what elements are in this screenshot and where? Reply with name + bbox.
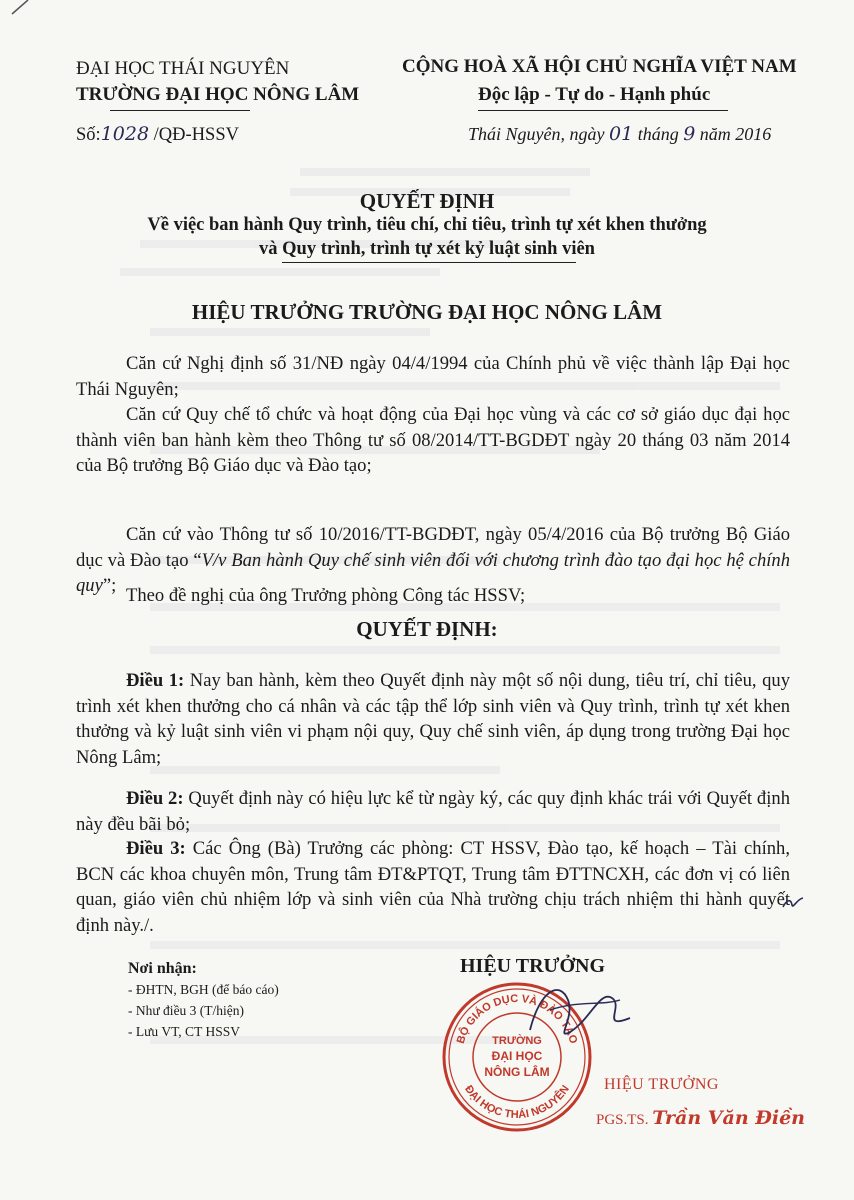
article-2 xyxy=(76,786,790,837)
doc-no-prefix: Số: xyxy=(76,125,101,145)
preamble-basis-2: Căn cứ Quy chế tổ chức và hoạt động của Đại học vùng và các cơ sở giáo dục đại học thành viên ban hành kèm theo Thông tư số 08/2014/TT-BGDĐT ngày 20 tháng 03 năm 2014 của Bộ trưởng Bộ Giáo dục và Đào tạo; xyxy=(76,404,790,476)
seal-center-line3: NÔNG LÂM xyxy=(484,1065,550,1079)
national-title: CỘNG HOÀ XÃ HỘI CHỦ NGHĨA VIỆT NAM xyxy=(402,56,797,77)
signatory-title: HIỆU TRƯỞNG xyxy=(460,955,606,977)
svg-text:ĐẠI HỌC THÁI NGUYÊN xyxy=(462,1083,572,1121)
signatory-name xyxy=(596,1107,805,1129)
date-mid: tháng xyxy=(633,124,684,144)
date-day-handwritten: 01 xyxy=(609,123,634,145)
article-1-label: Điều 1: xyxy=(126,670,185,691)
doc-no-handwritten: 1028 xyxy=(100,123,150,145)
article-2-label: Điều 2: xyxy=(126,788,184,809)
recipients-title: Nơi nhận: xyxy=(128,960,197,977)
date-prefix: Thái Nguyên, ngày xyxy=(468,124,609,144)
date-line xyxy=(468,123,771,145)
basis-3-text: Căn cứ vào Thông tư số 10/2016/TT-BGDĐT, ngày 05/4/2016 của Bộ trưởng Bộ Giáo dục và Đào tạo “ xyxy=(76,524,790,571)
seal-top-text: BỘ GIÁO DỤC VÀ ĐÀO TẠO xyxy=(454,992,580,1046)
decides-heading: QUYẾT ĐỊNH: xyxy=(356,617,498,641)
parent-organization: ĐẠI HỌC THÁI NGUYÊN xyxy=(76,58,290,79)
article-3-label: Điều 3: xyxy=(126,838,186,859)
handwritten-initial xyxy=(781,893,807,913)
subject-underline xyxy=(282,262,576,263)
header-underline-right xyxy=(478,110,728,111)
date-month-handwritten: 9 xyxy=(683,123,696,145)
handwritten-signature xyxy=(520,970,640,1060)
issuing-school: TRƯỜNG ĐẠI HỌC NÔNG LÂM xyxy=(76,84,360,105)
preamble-basis-1: Căn cứ Nghị định số 31/NĐ ngày 04/4/1994 của Chính phủ về việc thành lập Đại học Thái Nguyên; xyxy=(76,353,790,400)
signatory-degree: PGS.TS. xyxy=(596,1112,653,1128)
article-1 xyxy=(76,668,790,770)
issuing-authority: HIỆU TRƯỞNG TRƯỜNG ĐẠI HỌC NÔNG LÂM xyxy=(191,300,663,324)
stamp-role: HIỆU TRƯỞNG xyxy=(604,1076,719,1093)
basis-3-end: ”; xyxy=(102,575,117,596)
basis-3-italic: V/v Ban hành Quy chế sinh viên đối với chương trình đào tạo đại học hệ chính quy xyxy=(76,549,790,596)
date-suffix: năm 2016 xyxy=(695,124,772,144)
article-1-text: Nay ban hành, kèm theo Quyết định này một số nội dung, tiêu trí, chỉ tiêu, quy trình xét khen thưởng cho cá nhân và các tập thể lớp sinh viên và Quy trình, trình tự xét khen thưởng và kỷ luật sinh viên vi phạm nội quy, Quy chế sinh viên, áp dụng trong trường Đại học Nông Lâm; xyxy=(76,670,790,768)
article-3 xyxy=(76,836,790,938)
doc-no-suffix: /QĐ-HSSV xyxy=(149,125,239,145)
seal-bottom-text: ĐẠI HỌC THÁI NGUYÊN xyxy=(462,1083,572,1122)
signatory-full-name: Trần Văn Điền xyxy=(652,1107,805,1129)
document-subject-line1: Về việc ban hành Quy trình, tiêu chí, chỉ tiêu, trình tự xét khen thưởng xyxy=(147,215,707,235)
seal-center-line1: TRƯỜNG xyxy=(492,1035,542,1047)
document-subject-line2: và Quy trình, trình tự xét kỷ luật sinh viên xyxy=(259,239,595,259)
seal-center-line2: ĐẠI HỌC xyxy=(491,1049,543,1063)
recipient-item: - Lưu VT, CT HSSV xyxy=(128,1024,240,1039)
preamble-proposal: Theo đề nghị của ông Trưởng phòng Công tác HSSV; xyxy=(126,585,526,606)
document-title: QUYẾT ĐỊNH xyxy=(359,189,495,213)
document-number xyxy=(76,123,239,146)
article-3-text: Các Ông (Bà) Trưởng các phòng: CT HSSV, Đào tạo, kế hoạch – Tài chính, BCN các khoa chuyên môn, Trung tâm ĐT&PTQT, Trung tâm ĐTTNCXH, các đơn vị có liên quan, giáo viên chủ nhiệm lớp và sinh viên của Nhà trường chịu trách nhiệm thi hành quyết định này./. xyxy=(76,838,790,936)
recipient-item: - Như điều 3 (T/hiện) xyxy=(128,1003,245,1018)
scan-corner-mark xyxy=(0,0,40,20)
article-2-text: Quyết định này có hiệu lực kể từ ngày ký, các quy định khác trái với Quyết định này đều bãi bỏ; xyxy=(76,788,790,835)
national-motto: Độc lập - Tự do - Hạnh phúc xyxy=(478,84,711,105)
recipient-item: - ĐHTN, BGH (để báo cáo) xyxy=(128,982,279,997)
header-underline-left xyxy=(110,110,250,111)
